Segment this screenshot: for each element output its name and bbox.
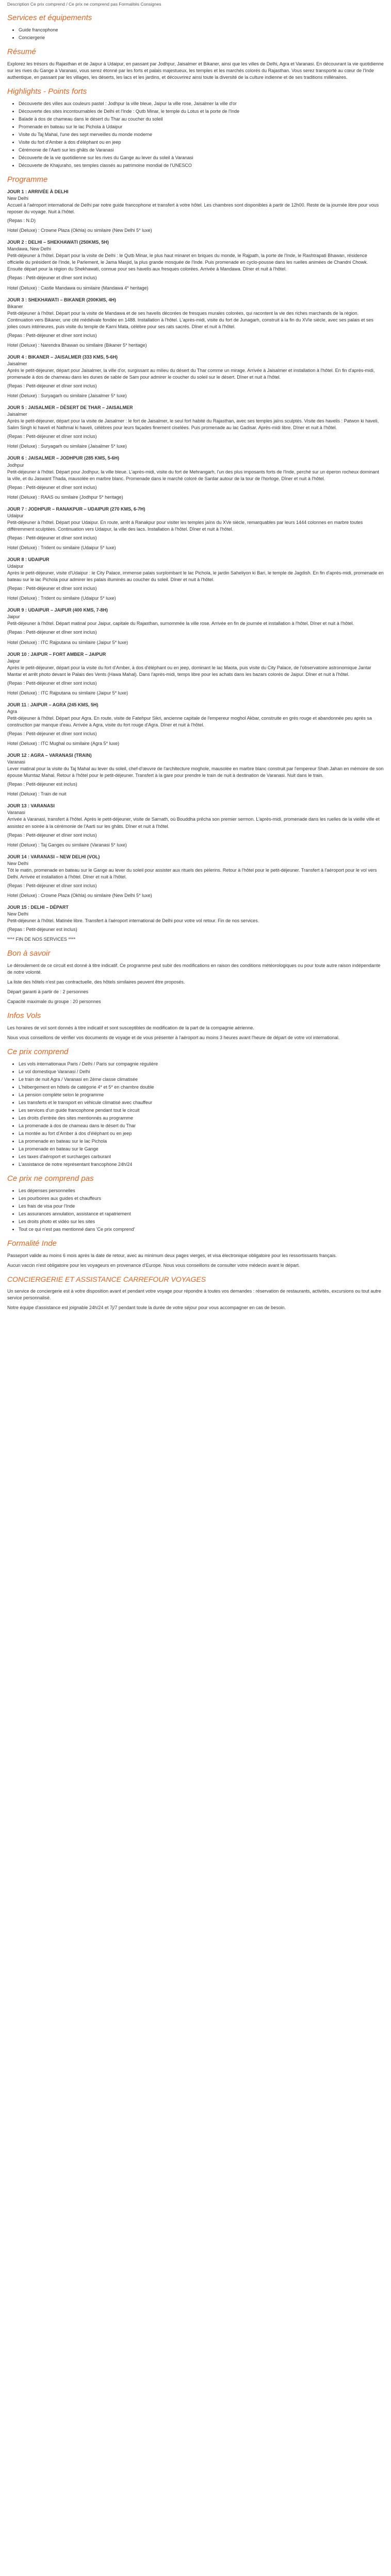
programme-title: Programme xyxy=(7,175,48,184)
list-item: • Visite du fort d'Amber à dos d'éléphant ou en jeep xyxy=(19,139,384,146)
day-place: Bikaner xyxy=(7,303,23,309)
prix-ne-comprend-list xyxy=(7,1188,384,1233)
day-hotel: Hotel (Deluxe) : Trident ou similaire (Udaipur 5* luxe) xyxy=(7,545,116,550)
day-meals: (Repas : Petit-déjeuner et dîner sont inclus) xyxy=(7,383,97,389)
resume-title: Résumé xyxy=(7,47,36,57)
list-item: • Les dépenses personnelles xyxy=(19,1188,384,1194)
day-place: Jaisalmer xyxy=(7,361,27,366)
day-description: Petit-déjeuner à l'hôtel. Départ matinal pour Jaipur, capitale du Rajasthan, surnommée la ville rose. Arrivée en fin de journée et installation à l'hôtel. Dîner et nuit à l'hôtel. xyxy=(7,621,354,626)
list-item: • La promenade en bateau sur le lac Pichola xyxy=(19,1138,384,1145)
day-description: Petit-déjeuner à l'hôtel. Départ pour Jodhpur, la ville bleue. L'après-midi, visite du fort de Mehrangarh, l'un des plus imposants forts de l'Inde, perché sur un éperon rocheux dominant la ville, et du Jaswant Thada, mausolée en marbre blanc. Promenade dans le marché coloré de Sardar autour de la tour de l'horloge. Dîner et nuit à l'hôtel. xyxy=(7,469,379,481)
day-hotel: Hotel (Deluxe) : Trident ou similaire (Udaipur 5* luxe) xyxy=(7,596,116,601)
prix-ne-comprend-title: Ce prix ne comprend pas xyxy=(7,1174,94,1183)
list-item: • Promenade en bateau sur le lac Pichola à Udaipur xyxy=(19,124,384,130)
day-hotel: Hotel (Deluxe) : Crowne Plaza (Okhla) ou similaire (New Delhi 5* luxe) xyxy=(7,228,152,233)
list-item: • L'assistance de notre représentant francophone 24h/24 xyxy=(19,1161,384,1168)
list-item: • Balade à dos de chameau dans le désert du Thar au coucher du soleil xyxy=(19,116,384,123)
day-meals: (Repas : Petit-déjeuner est inclus) xyxy=(7,927,77,933)
list-item: • Le train de nuit Agra / Varanasi en 2ème classe climatisée xyxy=(19,1076,384,1083)
paragraph: Les horaires de vol sont donnés à titre indicatif et sont susceptibles de modification de la part de la compagnie aérienne. xyxy=(7,1025,254,1030)
day-heading: JOUR 5 : JAISALMER – DÉSERT DE THAR – JAISALMER xyxy=(7,405,133,411)
paragraph: Aucun vaccin n'est obligatoire pour les voyageurs en provenance d'Europe. Nous vous conseillons de consulter votre médecin avant le départ. xyxy=(7,1263,300,1268)
day-place: Agra xyxy=(7,708,18,714)
list-item: • Découverte de Khajuraho, ses temples classés au patrimoine mondial de l'UNESCO xyxy=(19,162,384,169)
day-place: New Delhi xyxy=(7,196,29,201)
day-description: Petit-déjeuner à l'hôtel. Départ pour la visite de Mandawa et de ses havelis décorées de fresques murales colorées, qui racontent la vie des riches marchands de la région. Continuation vers Bikaner, une cité médiévale fondée en 1488. Installation à l'hôtel. L'après-midi, visite du fort de Junagarh, construit à la fin du XVIe siècle, avec ses palais et ses jolies cours intérieures, puis visite du temple de Karni Mata, célèbre pour ses rats sacrés. Dîner et nuit à l'hôtel. xyxy=(7,310,373,329)
programme-day xyxy=(7,607,384,646)
day-place: New Delhi xyxy=(7,911,29,917)
list-item: • Le vol domestique Varanasi / Delhi xyxy=(19,1069,384,1075)
day-meals: (Repas : Petit-déjeuner et dîner sont inclus) xyxy=(7,535,97,540)
list-item: • Les droits d'entrée des sites mentionnés au programme xyxy=(19,1115,384,1122)
programme-day xyxy=(7,297,384,349)
day-place: Jaipur xyxy=(7,658,20,664)
day-meals: (Repas : Petit-déjeuner et dîner sont inclus) xyxy=(7,883,97,888)
day-description: Petit-déjeuner à l'hôtel. Départ pour la visite de Delhi : le Qutb Minar, le plus haut minaret en briques du monde, le Rajpath, la porte de l'Inde, le Rashtrapati Bhawan, résidence officielle du président de l'Inde, le Parlement, le Jama Masjid, la plus grande mosquée de l'Inde. Puis promenade en cyclo-pousse dans les ruelles animées de Chandni Chowk. Ensuite départ pour la région du Shekhawati, connue pour ses havelis aux fresques colorées. Arrivée à Mandawa. Dîner et nuit à l'hôtel. xyxy=(7,253,368,272)
highlights-title: Highlights - Points forts xyxy=(7,87,87,96)
day-place: Varanasi xyxy=(7,759,25,765)
day-place: Jaipur xyxy=(7,614,20,620)
programme-day xyxy=(7,803,384,848)
day-place: Varanasi xyxy=(7,810,25,816)
day-place: New Delhi xyxy=(7,860,29,866)
day-meals: (Repas : Petit-déjeuner et dîner sont inclus) xyxy=(7,332,97,338)
programme-day xyxy=(7,854,384,899)
list-item: • Visite du Taj Mahal, l'une des sept merveilles du monde moderne xyxy=(19,131,384,138)
programme-days xyxy=(7,189,384,943)
day-description: Après le petit-déjeuner, visite d'Udaipur : le City Palace, immense palais surplombant le lac Pichola, le jardin Saheliyon ki Bari, le temple de Jagdish. En fin d'après-midi, promenade en bateau sur le lac Pichola pour admirer les palais illuminés au coucher du soleil. Dîner et nuit à l'hôtel. xyxy=(7,570,384,583)
vols-title: Infos Vols xyxy=(7,1011,41,1021)
day-description: Après le petit-déjeuner, départ pour Jaisalmer, la ville d'or, surgissant au milieu du désert du Thar comme un mirage. Arrivée à Jaisalmer et installation à l'hôtel. En fin d'après-midi, promenade à dos de chameau dans les dunes de sable de Sam pour admirer le coucher du soleil sur le désert. Dîner et nuit à l'hôtel. xyxy=(7,368,375,380)
paragraph: Départ garanti à partir de : 2 personnes xyxy=(7,989,89,995)
day-hotel: Hotel (Deluxe) : Narendra Bhawan ou similaire (Bikaner 5* heritage) xyxy=(7,342,147,348)
programme-day xyxy=(7,702,384,747)
day-meals: (Repas : Petit-déjeuner et dîner sont inclus) xyxy=(7,434,97,439)
day-meals: (Repas : Petit-déjeuner et dîner sont inclus) xyxy=(7,832,97,838)
day-heading: JOUR 12 : AGRA – VARANASI (TRAIN) xyxy=(7,753,92,758)
day-hotel: **** FIN DE NOS SERVICES **** xyxy=(7,937,76,942)
list-item: • Les services d'un guide francophone pendant tout le circuit xyxy=(19,1107,384,1114)
day-meals: (Repas : Petit-déjeuner et dîner sont inclus) xyxy=(7,586,97,591)
paragraph: Notre équipe d'assistance est joignable 24h/24 et 7j/7 pendant toute la durée de votre séjour pour vous accompagner en cas de besoin. xyxy=(7,1304,286,1310)
day-description: Lever matinal pour la visite du Taj Mahal au lever du soleil, chef-d'œuvre de l'architecture moghole, mausolée en marbre blanc construit par l'empereur Shah Jahan en mémoire de son épouse Mumtaz Mahal. Retour à l'hôtel pour le petit-déjeuner. Transfert à la gare pour prendre le train de nuit à destination de Varanasi. Nuit dans le train. xyxy=(7,766,384,778)
list-item: • Les frais de visa pour l'Inde xyxy=(19,1203,384,1210)
day-hotel: Hotel (Deluxe) : Castle Mandawa ou similaire (Mandawa 4* heritage) xyxy=(7,285,149,291)
prix-comprend-list xyxy=(7,1061,384,1168)
day-hotel: Hotel (Deluxe) : Crowne Plaza (Okhla) ou similaire (New Delhi 5* luxe) xyxy=(7,892,152,898)
list-item: • Les pourboires aux guides et chauffeurs xyxy=(19,1195,384,1202)
day-hotel: Hotel (Deluxe) : ITC Mughal ou similaire (Agra 5* luxe) xyxy=(7,741,120,747)
day-hotel: Hotel (Deluxe) : Suryagarh ou similaire (Jaisalmer 5* luxe) xyxy=(7,393,127,399)
bon-voyage-title: Bon à savoir xyxy=(7,949,51,958)
programme-day xyxy=(7,752,384,798)
day-description: Accueil à l'aéroport international de Delhi par notre guide francophone et transfert à votre hôtel. Les chambres sont disponibles à partir de 12h00. Reste de la journée libre pour vous reposer du voyage. Nuit à l'hôtel. xyxy=(7,202,379,215)
programme-day xyxy=(7,404,384,450)
day-hotel: Hotel (Deluxe) : RAAS ou similaire (Jodhpur 5* heritage) xyxy=(7,494,123,500)
list-item: • Conciergerie xyxy=(19,35,384,41)
programme-day xyxy=(7,354,384,399)
day-hotel: Hotel (Deluxe) : Train de nuit xyxy=(7,791,67,797)
day-meals: (Repas : Petit-déjeuner est inclus) xyxy=(7,782,77,787)
list-item: • Découverte de la vie quotidienne sur les rives du Gange au lever du soleil à Varanasi xyxy=(19,155,384,161)
day-heading: JOUR 13 : VARANASI xyxy=(7,803,55,809)
list-item: • Les droits photo et vidéo sur les sites xyxy=(19,1218,384,1225)
paragraph: Capacité maximale du groupe : 20 personnes xyxy=(7,999,101,1005)
day-meals: (Repas : Petit-déjeuner et dîner sont inclus) xyxy=(7,484,97,490)
list-item: • La promenade en bateau sur le Gange xyxy=(19,1146,384,1153)
day-description: Petit-déjeuner à l'hôtel. Départ pour Agra. En route, visite de Fatehpur Sikri, ancienne capitale de l'empereur moghol Akbar, construite en grès rouge et abandonnée peu après sa construction par manque d'eau. Arrivée à Agra, visite du fort rouge d'Agra. Dîner et nuit à l'hôtel. xyxy=(7,715,372,727)
day-meals: (Repas : Petit-déjeuner et dîner sont inclus) xyxy=(7,680,97,686)
day-meals: (Repas : N.D) xyxy=(7,218,36,224)
section-tabs[interactable]: Description Ce prix comprend / Ce prix ne comprend pas Formalités Consignes xyxy=(7,2,161,7)
day-heading: JOUR 14 : VARANASI – NEW DELHI (VOL) xyxy=(7,854,100,859)
services-title: Services et équipements xyxy=(7,13,92,23)
day-description: Tôt le matin, promenade en bateau sur le Gange au lever du soleil pour assister aux rituels des pèlerins. Retour à l'hôtel pour le petit-déjeuner. Transfert à l'aéroport pour le vol vers Delhi. Arrivée et installation à l'hôtel. Dîner et nuit à l'hôtel. xyxy=(7,867,377,879)
day-description: Après le petit-déjeuner, départ pour la visite de Jaisalmer : le fort de Jaisalmer, le seul fort habité du Rajasthan, avec ses temples jaïns sculptés. Visite des havelis : Patwon ki haveli, Salim Singh ki haveli et Nathmal ki haveli, célèbres pour leurs façades finement ciselées. Puis promenade au lac Gadisar. Après-midi libre. Dîner et nuit à l'hôtel. xyxy=(7,418,379,431)
conciergerie-title: CONCIERGERIE ET ASSISTANCE CARREFOUR VOYAGES xyxy=(7,1275,206,1284)
day-place: Jaisalmer xyxy=(7,412,27,417)
formalites-title: Formalité Inde xyxy=(7,1239,57,1248)
list-item: • Les taxes d'aéroport et surcharges carburant xyxy=(19,1154,384,1160)
day-meals: (Repas : Petit-déjeuner et dîner sont inclus) xyxy=(7,275,97,281)
day-place: Udaipur xyxy=(7,564,24,569)
list-item: • Les assurances annulation, assistance et rapatriement xyxy=(19,1211,384,1217)
day-heading: JOUR 7 : JODHPUR – RANAKPUR – UDAIPUR (270 KMS, 6-7H) xyxy=(7,506,145,512)
programme-day xyxy=(7,904,384,943)
list-item: • Découverte des villes aux couleurs pastel : Jodhpur la ville bleue, Jaipur la ville rose, Jaisalmer la ville d'or xyxy=(19,100,384,107)
paragraph: Passeport valide au moins 6 mois après la date de retour, avec au minimum deux pages vierges, et visa électronique obligatoire pour les ressortissants français. xyxy=(7,1253,337,1259)
programme-day xyxy=(7,455,384,500)
day-heading: JOUR 15 : DELHI – DÉPART xyxy=(7,904,69,910)
list-item: • Découverte des sites incontournables de Delhi et l'Inde : Qutb Minar, le temple du Lotus et la porte de l'Inde xyxy=(19,108,384,115)
day-heading: JOUR 4 : BIKANER – JAISALMER (333 KMS, 5-6H) xyxy=(7,354,118,360)
prix-comprend-title: Ce prix comprend xyxy=(7,1047,69,1057)
programme-day xyxy=(7,506,384,551)
list-item: • Tout ce qui n'est pas mentionné dans 'Ce prix comprend' xyxy=(19,1226,384,1233)
day-description: Petit-déjeuner à l'hôtel. Matinée libre. Transfert à l'aéroport international de Delhi pour votre vol retour. Fin de nos services. xyxy=(7,918,259,924)
day-meals: (Repas : Petit-déjeuner et dîner sont inclus) xyxy=(7,630,97,635)
day-heading: JOUR 3 : SHEKHAWATI – BIKANER (200KMS, 4H) xyxy=(7,297,116,302)
day-heading: JOUR 6 : JAISALMER – JODHPUR (285 KMS, 5-6H) xyxy=(7,455,120,461)
programme-day xyxy=(7,239,384,291)
day-place: Mandawa, New Delhi xyxy=(7,246,52,252)
day-heading: JOUR 10 : JAIPUR – FORT AMBER – JAIPUR xyxy=(7,651,106,657)
day-hotel: Hotel (Deluxe) : ITC Rajputana ou similaire (Jaipur 5* luxe) xyxy=(7,690,128,696)
list-item: • Les vols internationaux Paris / Delhi / Paris sur compagnie régulière xyxy=(19,1061,384,1067)
paragraph: Nous vous conseillons de vérifier vos documents de voyage et de vous présenter à l'aéroport au moins 3 heures avant l'heure de départ de votre vol international. xyxy=(7,1035,340,1040)
programme-day xyxy=(7,556,384,602)
day-hotel: Hotel (Deluxe) : Taj Ganges ou similaire (Varanasi 5* luxe) xyxy=(7,842,127,848)
list-item: • La promenade à dos de chameau dans le désert du Thar xyxy=(19,1123,384,1129)
list-item: • La montée au fort d'Amber à dos d'éléphant ou en jeep xyxy=(19,1130,384,1137)
highlights-list xyxy=(7,100,384,169)
day-hotel: Hotel (Deluxe) : Suryagarh ou similaire (Jaisalmer 5* luxe) xyxy=(7,444,127,449)
day-place: Jodhpur xyxy=(7,462,24,468)
paragraph: Un service de conciergerie est à votre disposition avant et pendant votre voyage pour répondre à toutes vos demandes : réservation de restaurants, activités, excursions ou tout autre service personnalisé. xyxy=(7,1288,381,1300)
day-hotel: Hotel (Deluxe) : ITC Rajputana ou similaire (Jaipur 5* luxe) xyxy=(7,639,128,645)
list-item: • Guide francophone xyxy=(19,27,384,33)
day-heading: JOUR 1 : ARRIVÉE À DELHI xyxy=(7,189,69,194)
paragraph: Le déroulement de ce circuit est donné à titre indicatif. Ce programme peut subir des modifications en raison des conditions météorologiques ou pour toute autre raison indépendante de notre volonté. xyxy=(7,962,381,975)
day-heading: JOUR 2 : DELHI – SHEKHAWATI (250KMS, 5H) xyxy=(7,240,109,245)
paragraph: La liste des hôtels n'est pas contractuelle, des hôtels similaires peuvent être proposés. xyxy=(7,979,185,985)
day-heading: JOUR 11 : JAIPUR – AGRA (245 KMS, 5H) xyxy=(7,702,99,707)
list-item: • Les transferts et le transport en véhicule climatisé avec chauffeur xyxy=(19,1099,384,1106)
services-list xyxy=(7,27,384,41)
resume-text: Explorez les trésors du Rajasthan et de Jaipur à Udaipur, en passant par Jodhpur, Jaisalmer et Bikaner, ainsi que les villes de Delhi, Agra et Varanasi. En découvrant la vie quotidienne sur les rives du Gange à Varanasi, vous serez étonné par les forts et palais majestueux, les temples et les marchés colorés du Rajasthan. Vous serez transporté au cœur de l'Inde authentique, en passant par les villages, les déserts, les lacs et les jardins, et découvrirez ainsi toute la diversité de la culture indienne et de ses traditions millénaires. xyxy=(7,61,384,80)
day-heading: JOUR 8 : UDAIPUR xyxy=(7,557,50,563)
programme-day xyxy=(7,189,384,234)
list-item: • Cérémonie de l'Aarti sur les ghâts de Varanasi xyxy=(19,147,384,154)
list-item: • La pension complète selon le programme xyxy=(19,1092,384,1098)
day-description: Petit-déjeuner à l'hôtel. Départ pour Udaipur. En route, arrêt à Ranakpur pour visiter les temples jaïns du XVe siècle, remarquables par leurs 1444 colonnes en marbre toutes différemment sculptées. Continuation vers Udaipur, la ville des lacs. Installation à l'hôtel. Dîner et nuit à l'hôtel. xyxy=(7,519,363,532)
list-item: • L'hébergement en hôtels de catégorie 4* et 5* en chambre double xyxy=(19,1084,384,1091)
day-meals: (Repas : Petit-déjeuner et dîner sont inclus) xyxy=(7,731,97,737)
programme-day xyxy=(7,651,384,697)
day-place: Udaipur xyxy=(7,513,24,518)
day-description: Après le petit-déjeuner, départ pour la visite du fort d'Amber, à dos d'éléphant ou en jeep, dominant le lac Maota, puis visite du City Palace, de l'observatoire astronomique Jantar Mantar et arrêt photo devant le Palais des Vents (Hawa Mahal). Dans l'après-midi, temps libre pour les achats dans les bazars colorés de Jaipur. Dîner et nuit à l'hôtel. xyxy=(7,665,371,677)
day-description: Arrivée à Varanasi, transfert à l'hôtel. Après le petit-déjeuner, visite de Sarnath, où Bouddha prêcha son premier sermon. L'après-midi, promenade dans les ruelles de la vieille ville et assistez en soirée à la cérémonie de l'Aarti sur les ghâts. Dîner et nuit à l'hôtel. xyxy=(7,817,380,829)
day-heading: JOUR 9 : UDAIPUR – JAIPUR (400 KMS, 7-8H) xyxy=(7,607,108,613)
